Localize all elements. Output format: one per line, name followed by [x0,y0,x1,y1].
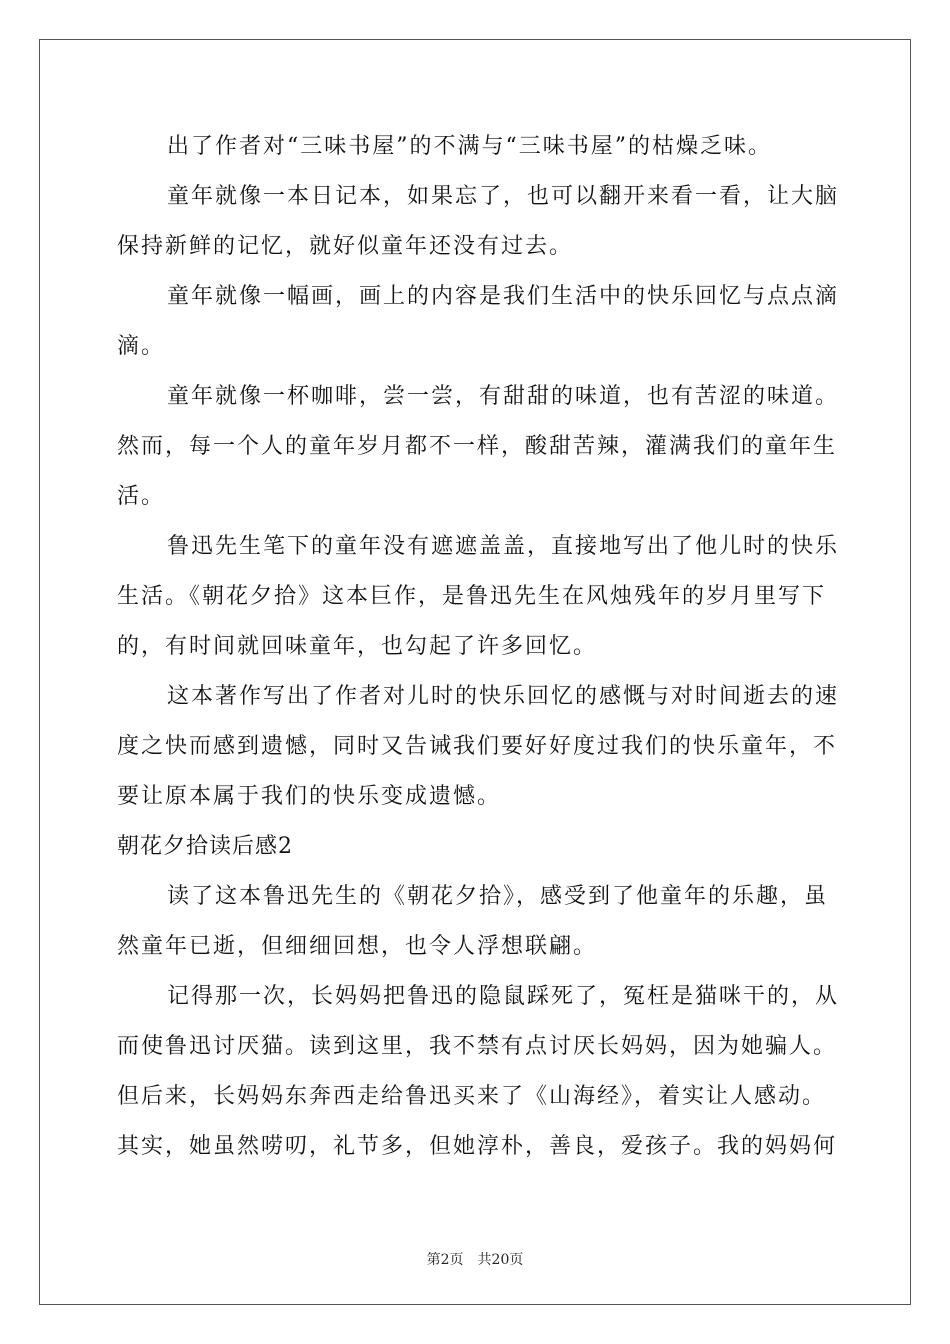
text-line: 活。 [117,484,166,509]
paragraph [117,872,833,972]
paragraph [117,522,840,672]
text-line: 滴。 [117,334,166,359]
text-line: 读了这本鲁迅先生的《朝花夕拾》，感受到了他童年的乐趣，虽 [167,884,829,909]
text-line: 保持新鲜的记忆，就好似童年还没有过去。 [117,234,574,259]
document-body [117,122,840,1172]
paragraph [117,122,833,172]
text-line: 要让原本属于我们的快乐变成遗憾。 [117,784,502,809]
text-line: 这本著作写出了作者对儿时的快乐回忆的感慨与对时间逝去的速 [167,684,840,709]
page-total: 共20页 [477,1252,524,1268]
text-line: 童年就像一幅画，画上的内容是我们生活中的快乐回忆与点点滴 [167,284,840,309]
text-line: 然而，每一个人的童年岁月都不一样，酸甜苦辣，灌满我们的童年生 [117,434,838,459]
text-line: 生活。《朝花夕拾》这本巨作，是鲁迅先生在风烛残年的岁月里写下 [117,584,827,609]
text-line: 出了作者对“三味书屋”的不满与“三味书屋”的枯燥乏味。 [167,134,772,159]
text-line: 的，有时间就回味童年，也勾起了许多回忆。 [117,634,598,659]
text-line: 然童年已逝，但细细回想，也令人浮想联翩。 [117,934,598,959]
section-heading: 朝花夕拾读后感2 [117,834,293,859]
text-line: 度之快而感到遗憾，同时又告诫我们要好好度过我们的快乐童年，不 [117,734,838,759]
text-line: 鲁迅先生笔下的童年没有遮遮盖盖，直接地写出了他儿时的快乐 [167,534,840,559]
paragraph [117,172,840,272]
text-line: 其实，她虽然唠叨，礼节多，但她淳朴，善良，爱孩子。我的妈妈何 [117,1134,838,1159]
page-number: 第2页 [426,1252,464,1268]
paragraph [117,372,840,522]
text-line: 童年就像一本日记本，如果忘了，也可以翻开来看一看，让大脑 [167,184,840,209]
text-line: 童年就像一杯咖啡，尝一尝，有甜甜的味道，也有苦涩的味道。 [167,384,840,409]
text-line: 但后来，长妈妈东奔西走给鲁迅买来了《山海经》，着实让人感动。 [117,1084,827,1109]
paragraph [117,972,840,1172]
page-footer [0,1249,950,1269]
text-line: 而使鲁迅讨厌猫。读到这里，我不禁有点讨厌长妈妈，因为她骗人。 [117,1034,838,1059]
text-line: 记得那一次，长妈妈把鲁迅的隐鼠踩死了，冤枉是猫咪干的，从 [167,984,840,1009]
paragraph [117,672,840,822]
paragraph [117,272,840,372]
